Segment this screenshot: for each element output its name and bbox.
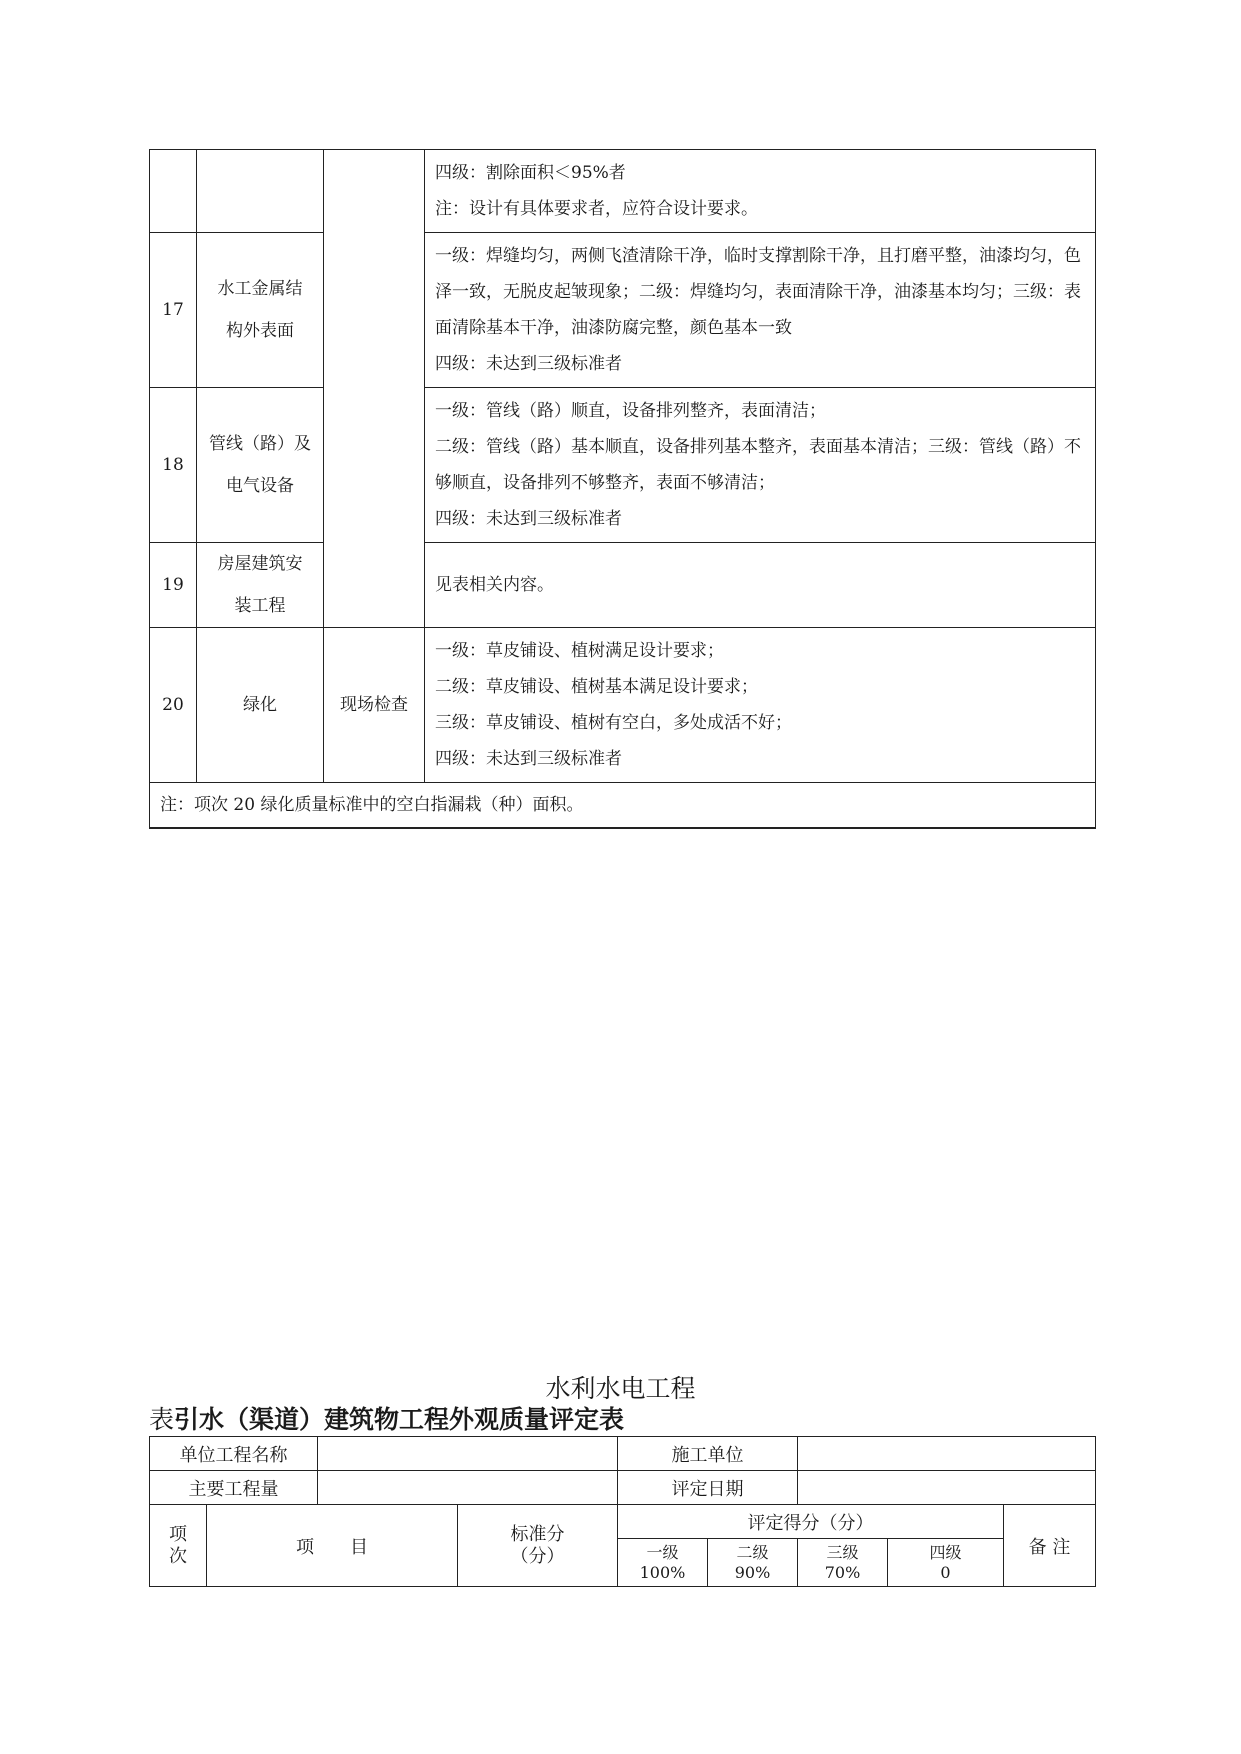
table-row [150, 150, 1096, 233]
standard-line: 二级：管线（路）基本顺直，设备排列基本整齐，表面基本清洁；三级：管线（路）不够顺直，设备排列不够整齐，表面不够清洁； [435, 437, 1081, 493]
criteria-table [149, 149, 1096, 829]
main-quantity-label: 主要工程量 [150, 1471, 318, 1505]
standard-line: 一级：焊缝均匀，两侧飞渣清除干净，临时支撑割除干净，且打磨平整，油漆均匀，色泽一致，无脱皮起皱现象；二级：焊缝均匀，表面清除干净，油漆基本均匀；三级：表面清除基本干净，油漆防腐完整，颜色基本一致 [435, 246, 1081, 338]
row-standard [425, 543, 1096, 628]
eval-date-field[interactable] [798, 1471, 1096, 1505]
col-header-level [798, 1539, 888, 1587]
row-item [197, 150, 324, 233]
level-pct: 0 [940, 1562, 951, 1582]
row-number: 20 [150, 628, 197, 783]
table-row [150, 233, 1096, 388]
level-pct: 90% [734, 1562, 771, 1582]
standard-line: 注：设计有具体要求者，应符合设计要求。 [435, 199, 758, 219]
item-line: 构外表面 [226, 321, 294, 341]
row-number: 17 [150, 233, 197, 388]
table-row [150, 1437, 1096, 1471]
row-item [197, 233, 324, 388]
standard-line: 三级：草皮铺设、植树有空白，多处成活不好； [435, 713, 792, 733]
item-line: 电气设备 [226, 476, 294, 496]
row-standard [425, 628, 1096, 783]
standard-line: 一级：管线（路）顺直，设备排列整齐，表面清洁； [435, 401, 826, 421]
item-line: 房屋建筑安 [217, 554, 303, 574]
row-item [197, 543, 324, 628]
standard-line: 二级：草皮铺设、植树基本满足设计要求； [435, 677, 758, 697]
table-row [150, 1471, 1096, 1505]
col-header-level [618, 1539, 708, 1587]
evaluation-form-table [149, 1436, 1096, 1587]
level-name: 二级 [736, 1542, 769, 1562]
row-standard [425, 233, 1096, 388]
main-quantity-field[interactable] [318, 1471, 618, 1505]
form-title-main: 引水（渠道）建筑物工程外观质量评定表 [174, 1405, 625, 1434]
row-method: 现场检查 [324, 628, 425, 783]
standard-line: 四级：未达到三级标准者 [435, 354, 622, 374]
row-item [197, 388, 324, 543]
criteria-table-body [150, 150, 1096, 829]
form-title-prefix: 表 [149, 1405, 175, 1434]
col-header-no [150, 1505, 207, 1587]
row-method-merged [324, 150, 425, 628]
col-header-std-score-line: 标准分 [510, 1523, 565, 1545]
col-header-eval-score: 评定得分（分） [618, 1505, 1004, 1539]
item-line: 绿化 [243, 695, 277, 715]
table-row [150, 628, 1096, 783]
standard-line: 一级：草皮铺设、植树满足设计要求； [435, 641, 724, 661]
table-header-row [150, 1505, 1096, 1539]
unit-project-label: 单位工程名称 [150, 1437, 318, 1471]
level-name: 三级 [826, 1542, 859, 1562]
level-pct: 100% [639, 1562, 686, 1582]
contractor-field[interactable] [798, 1437, 1096, 1471]
row-number [150, 150, 197, 233]
col-header-remarks: 备 注 [1004, 1505, 1096, 1587]
row-number: 19 [150, 543, 197, 628]
unit-project-field[interactable] [318, 1437, 618, 1471]
col-header-std-score-line: （分） [510, 1545, 565, 1567]
table-row [150, 543, 1096, 628]
row-standard [425, 150, 1096, 233]
item-line: 管线（路）及 [209, 434, 311, 454]
row-item [197, 628, 324, 783]
standard-line: 见表相关内容。 [435, 575, 554, 595]
item-line: 水工金属结 [217, 279, 303, 299]
col-header-level [888, 1539, 1004, 1587]
table-note-row [150, 783, 1096, 829]
standard-line: 四级：未达到三级标准者 [435, 749, 622, 769]
eval-date-label: 评定日期 [618, 1471, 798, 1505]
row-standard [425, 388, 1096, 543]
standard-line: 四级：割除面积＜95%者 [435, 163, 626, 183]
col-header-item: 项 目 [207, 1505, 458, 1587]
level-name: 四级 [929, 1542, 962, 1562]
col-header-level [708, 1539, 798, 1587]
contractor-label: 施工单位 [618, 1437, 798, 1471]
col-header-no-line: 项 [169, 1523, 187, 1545]
item-line: 装工程 [234, 596, 286, 616]
form-subtitle: 水利水电工程 [545, 1374, 696, 1403]
table-row [150, 388, 1096, 543]
level-name: 一级 [646, 1542, 679, 1562]
row-number: 18 [150, 388, 197, 543]
level-pct: 70% [824, 1562, 861, 1582]
standard-line: 四级：未达到三级标准者 [435, 509, 622, 529]
col-header-no-line: 次 [169, 1545, 187, 1567]
col-header-std-score [458, 1505, 618, 1587]
form-title [149, 1404, 624, 1436]
table-note: 注：项次 20 绿化质量标准中的空白指漏栽（种）面积。 [150, 783, 1096, 829]
